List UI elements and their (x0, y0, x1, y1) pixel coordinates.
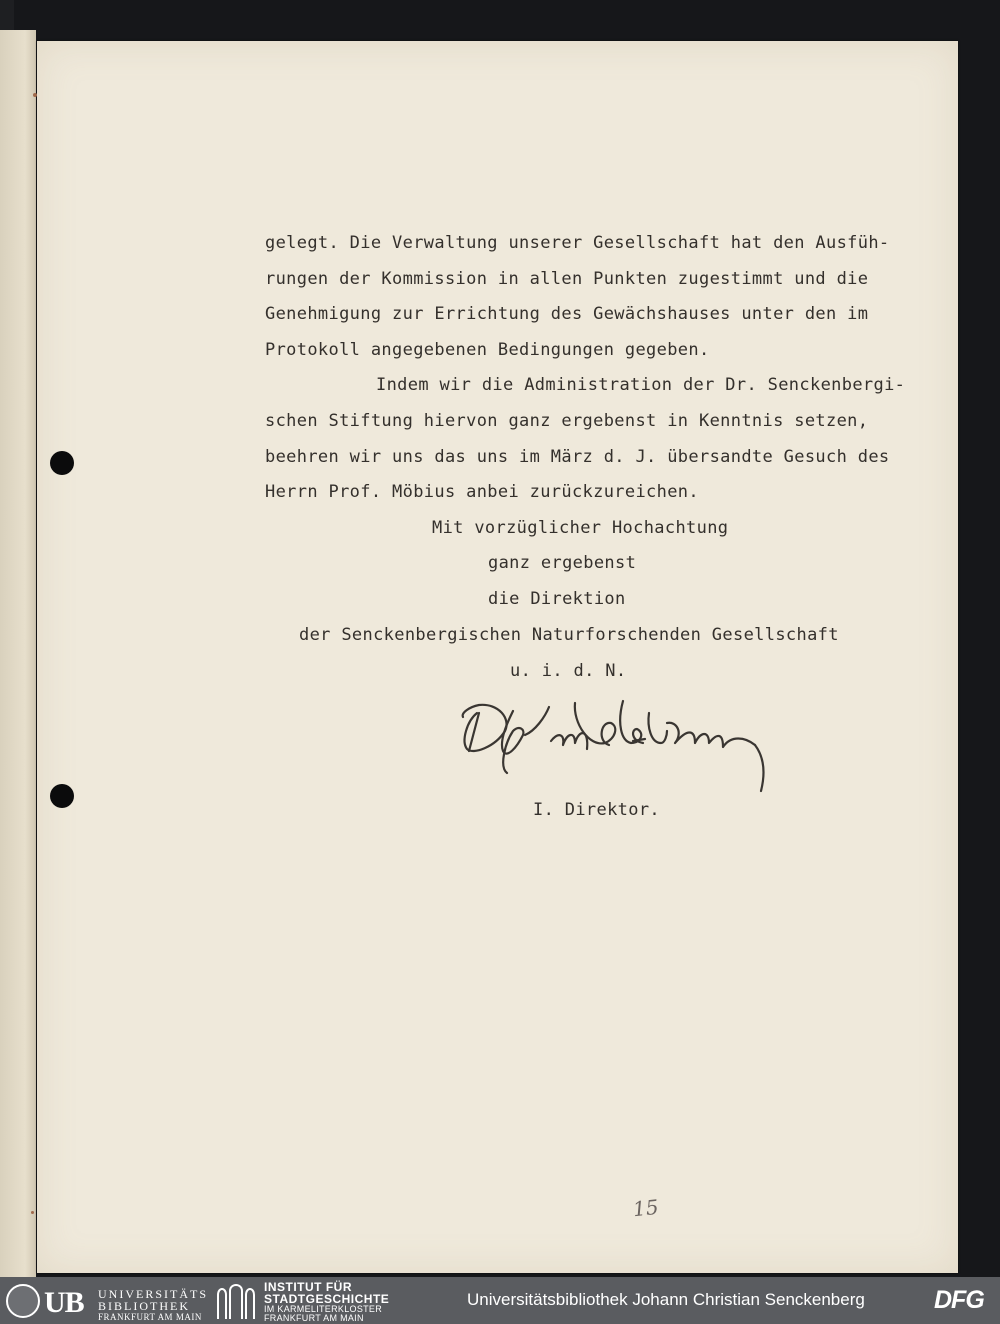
footer-bar (0, 1277, 1000, 1324)
building-arches-icon[interactable] (214, 1281, 258, 1321)
body-line: schen Stiftung hiervon ganz ergebenst in Kenntnis setzen, (265, 411, 869, 431)
ub-line-city: FRANKFURT AM MAIN (98, 1312, 202, 1322)
body-line: Indem wir die Administration der Dr. Senckenbergi- (376, 375, 906, 395)
isg-logo-text[interactable] (264, 1281, 389, 1323)
isg-line-stadtgeschichte: STADTGESCHICHTE (264, 1292, 390, 1306)
page-number: 15 (631, 1194, 660, 1222)
library-name[interactable]: Universitätsbibliothek Johann Christian Senckenberg (467, 1290, 865, 1309)
closing-line: der Senckenbergischen Naturforschenden Gesellschaft (299, 625, 839, 645)
ub-line-bibliothek: BIBLIOTHEK (98, 1299, 190, 1313)
body-line: beehren wir uns das uns im März d. J. übersandte Gesuch des (265, 447, 890, 467)
punch-hole (50, 451, 74, 475)
closing-line: u. i. d. N. (510, 661, 627, 681)
punch-hole (50, 784, 74, 808)
document-page (37, 41, 958, 1273)
isg-line-city: FRANKFURT AM MAIN (264, 1313, 364, 1323)
body-line: Genehmigung zur Errichtung des Gewächshauses unter den im (265, 304, 869, 324)
paper-fleck (31, 1211, 34, 1214)
body-line: rungen der Kommission in allen Punkten zugestimmt und die (265, 269, 869, 289)
ub-logo-letters: UB (44, 1286, 84, 1319)
paper-fleck (33, 93, 37, 97)
body-line: Protokoll angegebenen Bedingungen gegeben. (265, 340, 710, 360)
dfg-logo[interactable]: DFG (934, 1286, 984, 1314)
body-line: Herrn Prof. Möbius anbei zurückzureichen. (265, 482, 699, 502)
signatory-title: I. Direktor. (533, 800, 661, 820)
isg-line-kloster: IM KARMELITERKLOSTER (264, 1304, 383, 1314)
adjacent-page-edge (0, 30, 36, 1280)
ub-line-universitaets: UNIVERSITÄTS (98, 1287, 208, 1301)
closing-line: ganz ergebenst (488, 553, 637, 573)
seal-icon (6, 1284, 40, 1318)
isg-line-institut: INSTITUT FÜR (264, 1280, 352, 1294)
ub-logo-text (98, 1288, 208, 1322)
signature-icon (455, 693, 775, 805)
closing-line: die Direktion (488, 589, 626, 609)
body-line: gelegt. Die Verwaltung unserer Gesellschaft hat den Ausfüh- (265, 233, 890, 253)
closing-line: Mit vorzüglicher Hochachtung (432, 518, 729, 538)
